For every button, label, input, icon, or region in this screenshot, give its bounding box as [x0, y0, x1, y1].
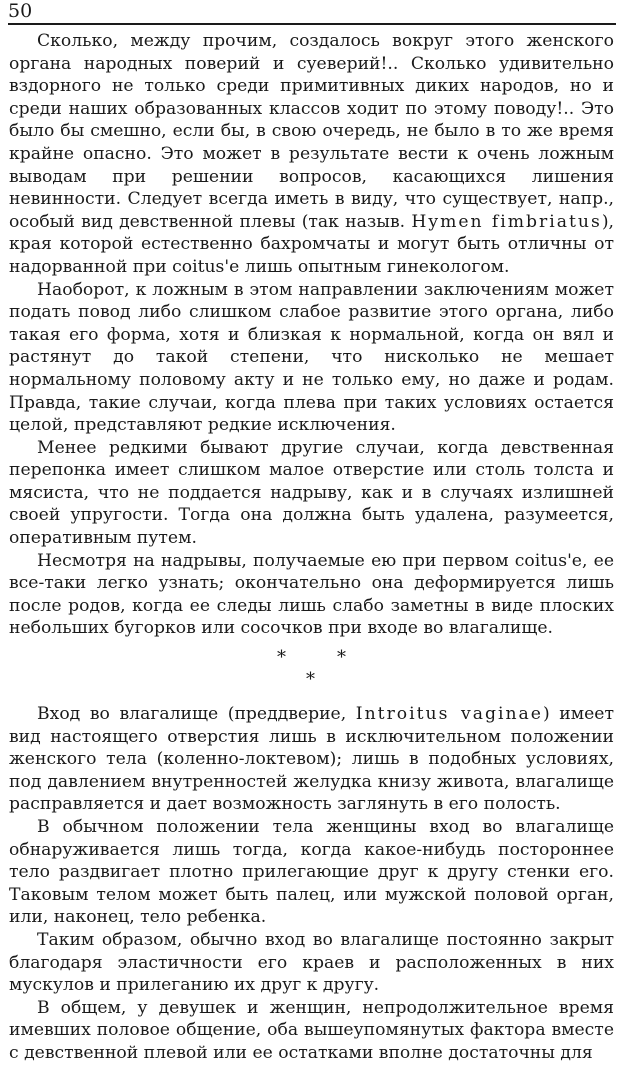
paragraph-text: ) имеет вид настоящего отверстия лишь в исключительном положении женского тела (коленно-локтевом); лишь в подобных условиях, под давлением внутренностей желудка книзу живота, влагалище расправляется и дает возможность заглянуть в его полость.: [9, 704, 614, 815]
paragraph-closed-entrance: Таким образом, обычно вход во влагалище постоянно закрыт благодаря эластичности его краев и расположенных в них мускулов и прилеганию их друг к другу.: [9, 929, 614, 996]
paragraph-text: ), края которой естественно бахромчаты и могут быть отличны от надорванной при coitus'е лишь опытным гинекологом.: [9, 211, 614, 277]
paragraph-text: Сколько, между прочим, создалось вокруг этого женского органа народных поверий и суеверий!.. Сколько удивительно вздорного не только среди примитивных диких народов, но и среди наших образованных классов ходит по этому поводу!.. Это было бы смешно, если бы, в свою очередь, не было в то же время крайне опасно. Это может в результате вести к очень ложным выводам при решении вопросов, касающихся лишения невинности. Следует всегда иметь в виду, что существует, напр., особый вид девственной плевы (так назыв.: [9, 31, 614, 232]
paragraph-normal-position: В обычном положении тела женщины вход во влагалище обнаруживается лишь тогда, когда какое-нибудь постороннее тело раздвигает плотно прилегающие друг к другу стенки его. Таковым телом может быть палец, или мужской половой орган, или, наконец, тело ребенка.: [9, 817, 614, 928]
paragraph-introitus: [9, 703, 614, 816]
paragraph-text: Вход во влагалище (преддверие,: [37, 704, 356, 725]
separator-star: *: [277, 647, 286, 669]
paragraph-rare-cases: Менее редкими бывают другие случаи, когда девственная перепонка имеет слишком малое отверстие или столь толста и мясиста, что не поддается надрыву, как и в случаях излишней своей упругости. Тогда она должна быть удалена, разумеется, оперативным путем.: [9, 437, 614, 549]
section-separator: [9, 640, 614, 703]
paragraph-hymen-beliefs: [9, 30, 614, 279]
separator-star: *: [306, 669, 315, 691]
paragraph-in-general: В общем, у девушек и женщин, непродолжительное время имевших половое общение, оба вышеупомянутых фактора вместе с девственной плевой или ее остатками вполне достаточны для: [9, 997, 614, 1063]
paragraph-after-birth: Несмотря на надрывы, получаемые ею при первом coitus'е, ее все-таки легко узнать; окончательно она деформируется лишь после родов, когда ее следы лишь слабо заметны в виде плоских небольших бугорков или сосочков при входе во влагалище.: [9, 550, 614, 639]
text-column: [9, 30, 614, 1065]
latin-term: Hymen fimbriatus: [411, 211, 602, 232]
header-rule: [8, 23, 616, 25]
paragraph-false-conclusions: Наоборот, к ложным в этом направлении заключениям может подать повод либо слишком слабое развитие этого органа, либо такая его форма, хотя и близкая к нормальной, когда он вял и растянут до такой степени, что нисколько не мешает нормальному половому акту и не только ему, но даже и родам. Правда, такие случаи, когда плева при таких условиях остается целой, представляют редкие исключения.: [9, 279, 614, 436]
page-number: 50: [8, 0, 33, 22]
separator-star: *: [337, 647, 346, 669]
latin-term: Introitus vaginae: [355, 704, 543, 725]
